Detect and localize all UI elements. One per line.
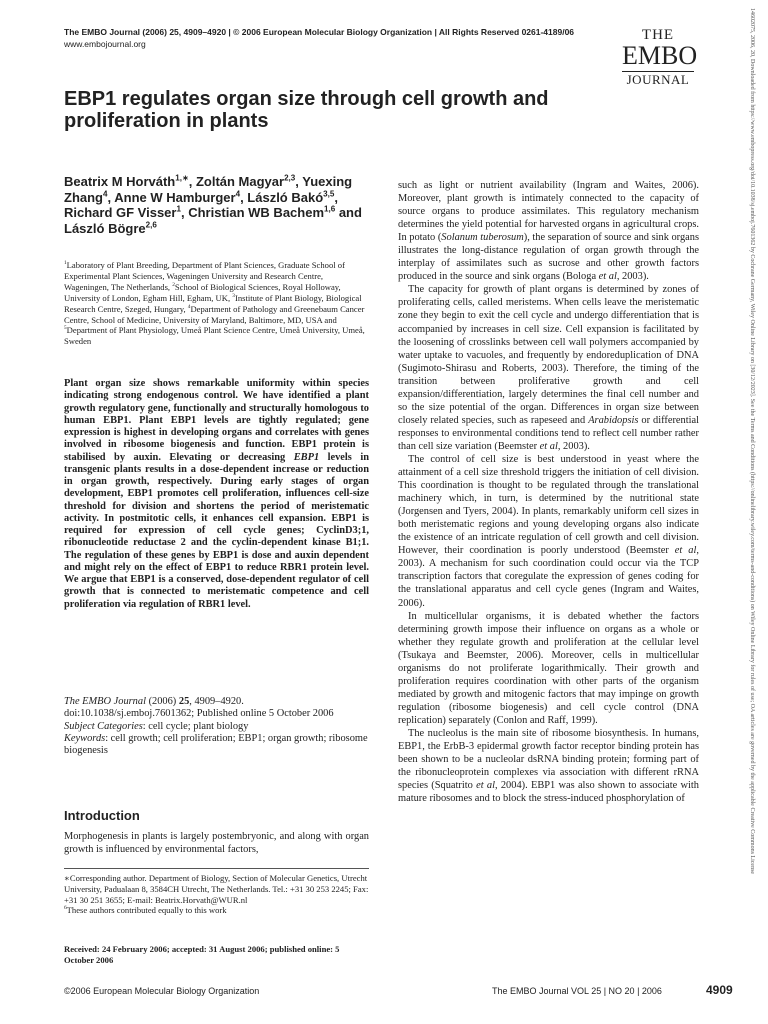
body-paragraph: The control of cell size is best understood in yeast where the attainment of a cell size threshold triggers the initiation of cell division. This coordination is thought to be regulated through the translational machinery which, in turn, is determined by the nutritional state (Jorgensen and Tyers, 2004). In plants, remarkably uniform cell sizes in both meristematic regions and young developing organs also indicate the existence of an intricate regulation of cell growth and cell division. However, their coordination is poorly understood (Beemster et al, 2003). A mechanism for such coordination could occur via the TCP transcription factors that coregulate the expression of genes coding for the translational apparatus and cell cycle genes (Ingram and Waites, 2006). bbox=[398, 453, 699, 609]
abstract: Plant organ size shows remarkable uniformity within species indicating strong endogenous control. We have identified a plant growth regulatory gene, functionally and structurally homologous to human EBP1. Plant EBP1 levels are tightly regulated; gene expression is highest in developing organs and correlates with genes involved in ribosome biogenesis and function. EBP1 protein is stabilised by auxin. Elevating or decreasing EBP1 levels in transgenic plants results in a dose-dependent increase or reduction in organ growth, respectively. During early stages of organ development, EBP1 promotes cell proliferation, influences cell-size threshold for division and shortens the period of meristematic activity. In postmitotic cells, it enhances cell expansion. EBP1 is required for expression of cell cycle genes; CyclinD3;1, ribonucleotide reductase 2 and the cyclin-dependent kinase B1;1. The regulation of these genes by EBP1 is dose and auxin dependent and might rely on the effect of EBP1 to reduce RBR1 protein level. We argue that EBP1 is a conserved, dose-dependent regulator of cell growth that is connected to meristematic competence and cell proliferation via regulation of RBR1 level. bbox=[64, 378, 369, 610]
subject-categories: Subject Categories: cell cycle; plant biology bbox=[64, 720, 249, 732]
received-dates: Received: 24 February 2006; accepted: 31 August 2006; published online: 5 October 2006 bbox=[64, 944, 340, 965]
equal-contribution-footnote: $^6$These authors contributed equally to this work bbox=[64, 905, 227, 916]
author: Christian WB Bachem$^{1,6}$ and bbox=[188, 204, 362, 220]
introduction-heading: Introduction bbox=[64, 808, 140, 823]
right-column-body bbox=[398, 179, 699, 805]
author: Zoltán Magyar$^{2,3}$, bbox=[195, 173, 303, 189]
affiliation: School of Biological Sciences, Royal Holloway, University of London, Egham Hill, Egham, UK, bbox=[64, 281, 341, 303]
journal-header-citation: The EMBO Journal (2006) 25, 4909–4920 | © 2006 European Molecular Biology Organization | All Rights Reserved 0261-4189/06 bbox=[64, 27, 575, 37]
page-number: 4909 bbox=[706, 983, 733, 997]
footnotes bbox=[64, 873, 369, 916]
author: Yuexing Zhang$^4$, bbox=[64, 174, 353, 205]
affiliations: $^1$Laboratory of Plant Breeding, Department of Plant Sciences, Graduate School of Experimental Plant Sciences, Wageningen University and Research Centre, Wageningen, The Netherlands, $^2$School of Biological Sciences, Royal Holloway, University of London, Egham Hill, Egham, UK, $^3$Institute of Plant Biology, Biological Research Centre, Szeged, Hungary, $^4$Department of Pathology and Greenebaum Cancer Centre, School of Medicine, University of Maryland, Baltimore, MD, USA and $^5$Department of Plant Physiology, Umeå Plant Science Centre, Umeå University, Umeå, Sweden bbox=[64, 260, 365, 347]
embo-journal-logo bbox=[622, 27, 698, 87]
body-paragraph: The capacity for growth of plant organs is determined by zones of proliferating cells, called meristems. When cells leave the meristematic zone they begin to exit the cell cycle and undergo differentiation that is accompanied by increases in cell size. Cell expansion is facilitated by the loosening of crosslinks between cell wall polymers accompanied by water uptake to vacuoles, and frequently by endoreduplication of DNA (Sugimoto-Shirasu and Roberts, 2003). Therefore, the timing of the transition between proliferative growth and cell expansion/differentiation, largely determines the final cell number and so the size potential of the organ. Differences in organ size between closely related species, such as rapeseed and Arabidopsis or differential responses to environmental conditions tend to reflect cell number rather than cell size variation (Beemster et al, 2003). bbox=[398, 284, 699, 452]
affiliation: Department of Pathology and Greenebaum Cancer Centre, School of Medicine, University of Maryland, Baltimore, MD, USA and bbox=[64, 303, 365, 325]
author: László Bögre$^{2,6}$ bbox=[64, 220, 157, 236]
footer-journal-issue: The EMBO Journal VOL 25 | NO 20 | 2006 bbox=[492, 986, 662, 996]
logo-journal: JOURNAL bbox=[622, 71, 694, 87]
author: Richard GF Visser$^1$, bbox=[64, 204, 189, 220]
affiliation: Institute of Plant Biology, Biological Research Centre, Szeged, Hungary, bbox=[64, 292, 362, 314]
body-paragraph: such as light or nutrient availability (Ingram and Waites, 2006). Moreover, plant growth is intimately connected to the capacity of source organs to produce assimilates. This regulatory mechanism determines the yield potential for harvested organs in agricultural crops. In potato (Solanum tuberosum), the separation of source and sink organs illustrates the long-distance regulation of organ growth through the interplay of assimilates such as sucrose and other growth factors produced in the source and sink organs (Bologa et al, 2003). bbox=[398, 180, 699, 283]
footnote-divider bbox=[64, 868, 369, 869]
download-notice-text: 14602075, 2006, 20, Downloaded from https://www.embopress.org/doi/10.1038/sj.emboj.7601362 by Cochrane Germany, Wiley Online Library on [30/12/2023]. See the Terms and Conditions (https://onlinelibrary.wiley.com/terms-and-conditions) on Wiley Online Library for rules of use; OA articles are governed by the applicable Creative Commons License bbox=[749, 8, 755, 875]
author: Beatrix M Horváth$^{1,∗}$, bbox=[64, 173, 196, 189]
citation-block bbox=[64, 696, 369, 757]
article-citation: The EMBO Journal (2006) 25, 4909–4920. doi:10.1038/sj.emboj.7601362; Published online 5 October 2006 bbox=[64, 696, 334, 720]
affiliation: Laboratory of Plant Breeding, Department of Plant Sciences, Graduate School of Experimental Plant Sciences, Wageningen University and Research Centre, Wageningen, The Netherlands, bbox=[64, 260, 345, 292]
keywords: Keywords: cell growth; cell proliferation; EBP1; organ growth; ribosome biogenesis bbox=[64, 732, 368, 756]
body-paragraph: In multicellular organisms, it is debated whether the factors determining growth impose their influence on organs as a whole or whether they regulate growth and proliferation at the cellular level (Tsukaya and Beemster, 2006). Moreover, cells in multicellular organisms do not proliferate logarithmically. Their growth and proliferation requires coordination with other parts of the organism mediated by growth and mitogenic factors that may impinge on growth regulation (ribosome biogenesis) and cell cycle control (DNA replication) separately (Conlon and Raff, 1999). bbox=[398, 610, 699, 726]
author: László Bakó$^{3,5}$, bbox=[247, 189, 338, 205]
download-notice-sidebar bbox=[746, 8, 754, 1018]
corresponding-author-footnote: ∗Corresponding author. Department of Biology, Section of Molecular Genetics, Utrecht University, Padualaan 8, 3584CH Utrecht, The Netherlands. Tel.: +31 30 253 2245; Fax: +31 30 251 3655; E-mail: Beatrix.Horvath@WUR.nl bbox=[64, 873, 369, 905]
introduction-paragraph: Morphogenesis in plants is largely postembryonic, and along with organ growth is influenced by environmental factors, bbox=[64, 831, 369, 855]
author: Anne W Hamburger$^4$, bbox=[114, 189, 248, 205]
author-list bbox=[64, 174, 364, 236]
article-title: EBP1 regulates organ size through cell growth and proliferation in plants bbox=[64, 88, 549, 132]
footer-copyright: ©2006 European Molecular Biology Organization bbox=[64, 986, 260, 996]
affiliation: Department of Plant Physiology, Umeå Plant Science Centre, Umeå University, Umeå, Sweden bbox=[64, 325, 365, 347]
body-paragraph: The nucleolus is the main site of ribosome biosynthesis. In humans, EBP1, the ErbB-3 epidermal growth factor receptor binding protein has been shown to be a nucleolar dsRNA binding protein; forming part of the ribonucleoprotein complexes via association with different rRNA species (Squatrito et al, 2004). EBP1 was also shown to associate with mature ribosomes and to block the stress-induced phosphorylation of bbox=[398, 727, 699, 805]
logo-embo: EMBO bbox=[622, 41, 698, 70]
journal-url-link[interactable]: www.embojournal.org bbox=[64, 39, 146, 49]
logo-the: THE bbox=[641, 27, 675, 43]
